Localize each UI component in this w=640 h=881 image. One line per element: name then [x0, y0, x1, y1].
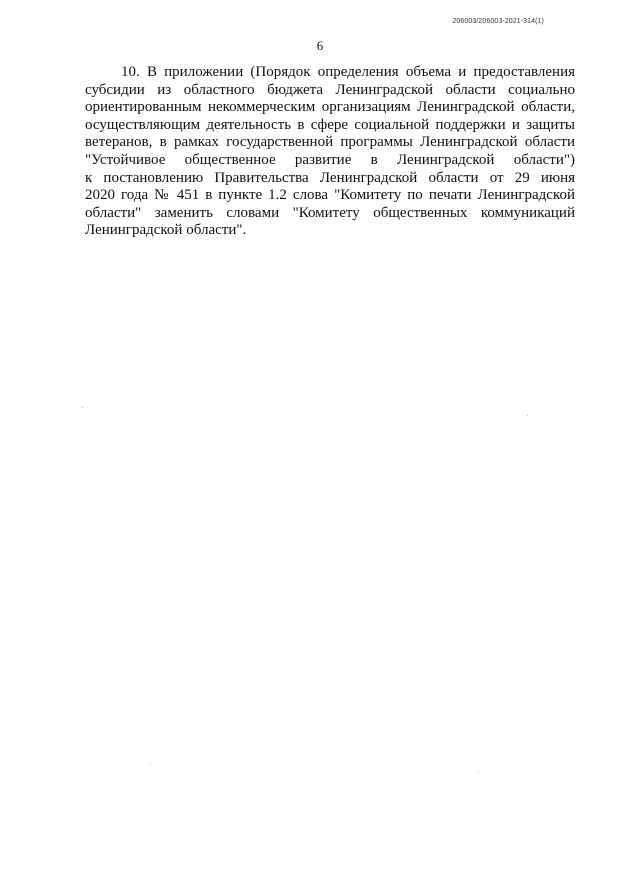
paragraph-line: субсидии из областного бюджета Ленинградской области социально — [85, 81, 575, 98]
scan-speck — [478, 771, 479, 772]
document-id: 206003/206003-2021-314(1) — [452, 18, 544, 25]
paragraph-line: к постановлению Правительства Ленинградской области от 29 июня — [85, 169, 575, 186]
paragraph-line: области" заменить словами "Комитету общественных коммуникаций — [85, 204, 575, 221]
paragraph-line: осуществляющим деятельность в сфере социальной поддержки и защиты — [85, 116, 575, 133]
scan-speck — [527, 415, 528, 416]
paragraph-line: "Устойчивое общественное развитие в Ленинградской области") — [85, 151, 575, 168]
amendment-paragraph — [85, 64, 575, 240]
paragraph-line: 10. В приложении (Порядок определения объема и предоставления — [121, 64, 575, 80]
scan-speck — [150, 763, 151, 764]
paragraph-line: Ленинградской области". — [85, 222, 247, 239]
paragraph-line: ветеранов, в рамках государственной программы Ленинградской области — [85, 134, 575, 151]
page-number: 6 — [316, 38, 324, 53]
paragraph-line: 2020 года № 451 в пункте 1.2 слова "Комитету по печати Ленинградской — [85, 187, 575, 204]
scan-speck — [82, 407, 83, 408]
paragraph-line: ориентированным некоммерческим организациям Ленинградской области, — [85, 99, 575, 116]
